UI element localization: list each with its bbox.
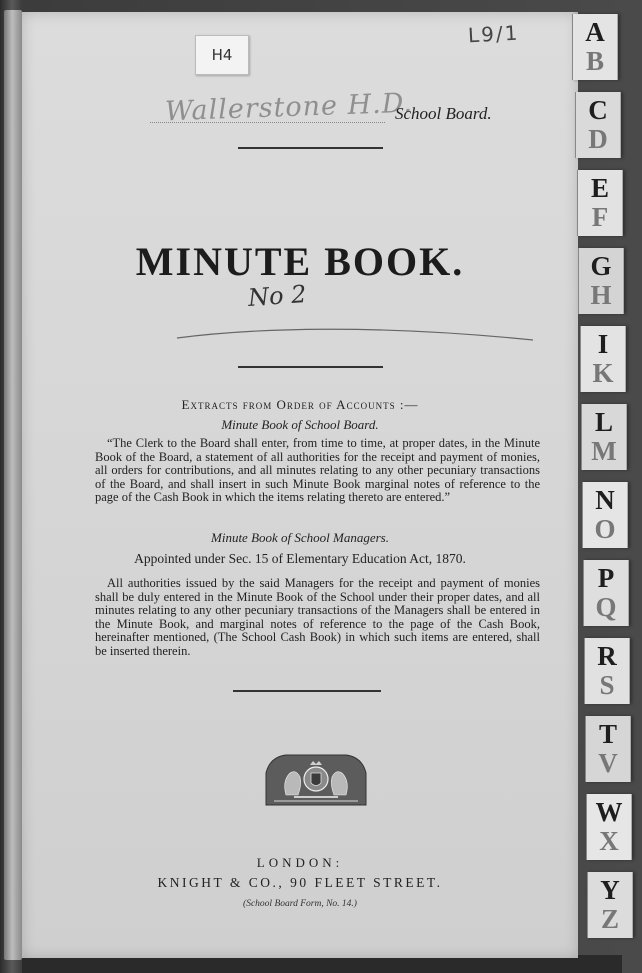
index-tab-yz[interactable]: [587, 872, 633, 938]
index-tab-ef[interactable]: [577, 170, 623, 236]
tab-letter: W: [595, 797, 623, 827]
index-tab-pq[interactable]: [583, 560, 629, 626]
tab-letter: A: [585, 17, 605, 47]
index-tab-wx[interactable]: [586, 794, 632, 860]
school-board-subheading: Minute Book of School Board.: [221, 417, 379, 432]
index-tab-lm[interactable]: [581, 404, 627, 470]
appointed-under-line: Appointed under Sec. 15 of Elementary Education Act, 1870.: [134, 551, 466, 566]
imprint-publisher: KNIGHT & CO., 90 FLEET STREET.: [157, 875, 443, 890]
lower-divider: [233, 690, 381, 692]
tab-letter: Q: [595, 592, 617, 622]
tab-letter: O: [594, 514, 616, 544]
tab-letter: M: [591, 436, 617, 466]
imprint-form-number: (School Board Form, No. 14.): [243, 899, 357, 909]
tab-letter: Y: [600, 875, 620, 905]
tab-letter: P: [597, 563, 615, 593]
school-board-clerk-rule: “The Clerk to the Board shall enter, from time to time, at proper dates, in the Minute Book of the Board, a statement of all authorities for the receipt and payment of monies, all orders for contributions, and all minutes relating to any other pecuniary transactions of the Board, and shall insert in such Minute Book marginal notes of reference to the page of the Cash Book in which the items relating thereto are entered.”: [95, 436, 540, 505]
imprint-city: LONDON:: [256, 855, 344, 870]
tab-letter: Z: [600, 904, 619, 934]
tab-letter: T: [598, 719, 617, 749]
tab-letter: L: [594, 407, 613, 437]
tab-letter: V: [598, 748, 618, 778]
tab-letter: I: [597, 329, 609, 359]
board-label: School Board.: [395, 104, 492, 123]
middle-divider: [238, 366, 383, 368]
board-name-handwritten: Wallerstone H.D.: [164, 87, 414, 128]
tab-letter: X: [599, 826, 619, 856]
royal-coat-of-arms-emblem: [264, 751, 368, 807]
index-tab-tv[interactable]: [585, 716, 631, 782]
tab-letter: F: [591, 202, 609, 232]
school-managers-rule: All authorities issued by the said Managers for the receipt and payment of monies shall be duly entered in the Minute Book of the School under their proper dates, and all minutes relating to any other pecuniary transactions of the Managers shall be entered in the Minute Book, and marginal notes of reference to the page of the Cash Book, hereinafter mentioned, (The School Cash Book) in which such items are entered, shall be inserted therein.: [95, 576, 540, 658]
top-divider: [238, 147, 383, 149]
index-tab-ab[interactable]: [572, 14, 618, 80]
tab-letter: B: [585, 46, 604, 76]
school-managers-subheading: Minute Book of School Managers.: [211, 530, 389, 545]
index-tab-no[interactable]: [582, 482, 628, 548]
tab-letter: D: [588, 124, 608, 154]
page-title: MINUTE BOOK.: [135, 239, 465, 284]
book-number-handwritten: No 2: [247, 279, 308, 313]
tab-letter: C: [588, 95, 608, 125]
tab-letter: R: [597, 641, 617, 671]
tab-letter: H: [590, 280, 612, 310]
catalogue-sticker: H4: [195, 35, 249, 75]
index-tab-cd[interactable]: [575, 92, 621, 158]
tab-letter: G: [590, 251, 612, 281]
handwritten-underline-stroke: [175, 320, 535, 350]
index-tab-ik[interactable]: [580, 326, 626, 392]
board-name-underline: [150, 122, 385, 123]
book-spine-edge: [4, 10, 22, 960]
school-board-line: [164, 87, 515, 130]
tab-letter: S: [599, 670, 615, 700]
tab-letter: E: [590, 173, 609, 203]
extracts-heading: Extracts from Order of Accounts :—: [181, 397, 419, 412]
archive-reference: L9/1: [467, 20, 520, 48]
alphabet-index-tabs: [572, 14, 636, 958]
index-tab-gh[interactable]: [578, 248, 624, 314]
tab-letter: N: [595, 485, 615, 515]
tab-letter: K: [592, 358, 614, 388]
cover-page: [22, 12, 578, 958]
index-tab-rs[interactable]: [584, 638, 630, 704]
